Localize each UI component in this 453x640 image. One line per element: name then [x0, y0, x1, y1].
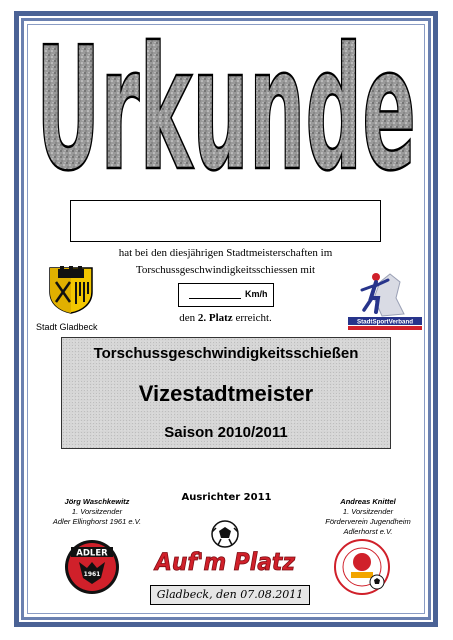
placement-rank: 2. Platz — [197, 312, 233, 324]
signatory-left-org: Adler Ellinghorst 1961 e.V. — [52, 517, 142, 526]
placement-prefix: den — [179, 312, 198, 324]
ssv-logo-text: StadtSportVerband — [356, 318, 414, 326]
stadtsportverband-logo — [346, 268, 424, 332]
signatory-left-role: 1. Vorsitzender — [71, 507, 123, 516]
discipline-heading: Torschussgeschwindigkeitsschießen — [93, 345, 359, 362]
adler-logo-year: 1961 — [83, 571, 101, 578]
signatory-left — [42, 497, 152, 527]
speed-box — [178, 283, 274, 307]
season-label: Saison 2010/2011 — [164, 424, 288, 441]
speed-unit: Km/h — [245, 289, 268, 299]
adler-logo-text: ADLER — [76, 548, 108, 559]
organizer-label: Ausrichter 2011 — [181, 492, 272, 503]
stadt-gladbeck-label: Stadt Gladbeck — [36, 322, 98, 332]
award-title: Vizestadtmeister — [138, 381, 314, 406]
date-line: Gladbeck, den 07.08.2011 — [150, 585, 310, 605]
certificate-title — [30, 18, 423, 183]
signatory-right-org: Förderverein Jugendheim Adlerhorst e.V. — [325, 517, 411, 536]
signatory-right-name: Andreas Knittel — [340, 497, 396, 506]
placement-line — [120, 312, 331, 324]
placement-suffix: erreicht. — [232, 312, 272, 324]
intro-line-2: Torschussgeschwindigkeitsschiessen mit — [135, 264, 316, 276]
award-panel — [61, 337, 391, 449]
signatory-right-role: 1. Vorsitzender — [342, 507, 394, 516]
title-text: Urkunde — [36, 18, 416, 183]
stadt-gladbeck-crest — [46, 266, 96, 314]
intro-line-1: hat bei den diesjährigen Stadtmeisterschaften im — [118, 247, 333, 259]
speed-value-blank[interactable] — [189, 289, 241, 299]
adler-ellinghorst-logo — [63, 538, 121, 596]
recipient-name-box[interactable] — [70, 200, 381, 242]
aufm-platz-logo — [150, 518, 300, 582]
foerderverein-logo — [333, 538, 391, 596]
signatory-left-name: Jörg Waschkewitz — [64, 497, 130, 506]
signatory-right — [308, 497, 428, 537]
aufm-logo-text: Auf'm Platz — [153, 548, 296, 576]
